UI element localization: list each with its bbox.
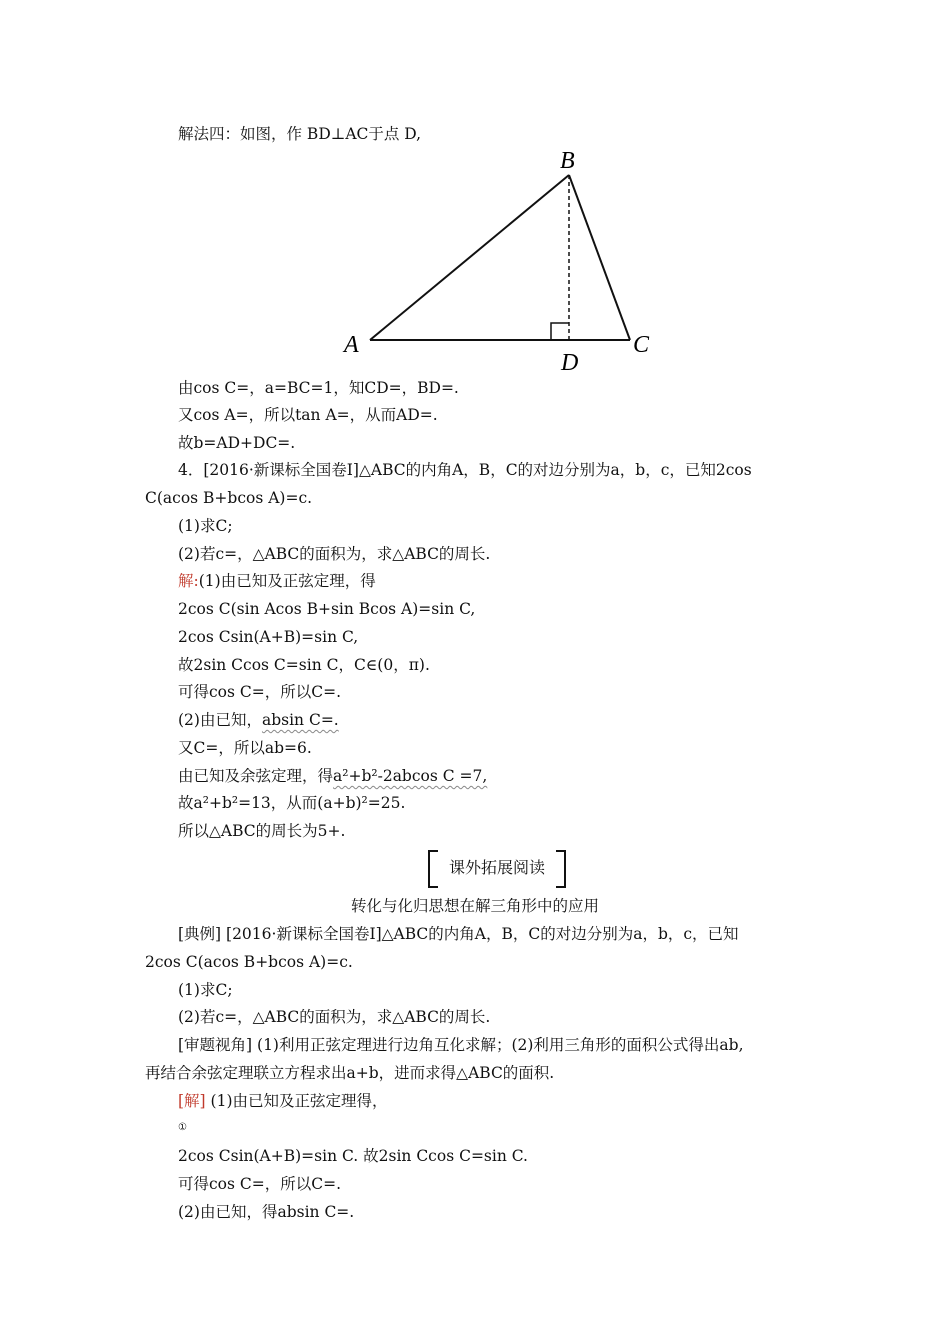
box-title: 课外拓展阅读: [448, 858, 545, 877]
label-c: C: [633, 332, 650, 358]
text-line: [178, 710, 339, 730]
analysis-line: [审题视角] (1)利用正弦定理进行边角互化求解；(2)利用三角形的面积公式得出ab,: [178, 1036, 744, 1054]
text-line: 由cos C=，a=BC=1，知CD=，BD=.: [178, 379, 459, 397]
solution-text: (1)由已知及正弦定理得，: [205, 1092, 388, 1110]
label-d: D: [561, 350, 579, 376]
section-title: 转化与化归思想在解三角形中的应用: [350, 897, 599, 915]
text-line: 又C=，所以ab=6.: [178, 739, 312, 757]
text-line: 2cos C(sin Acos B+sin Bcos A)=sin C,: [178, 600, 476, 618]
text-line: 可得cos C=，所以C=.: [178, 1175, 342, 1193]
footnote-marker: ①: [178, 1122, 187, 1133]
problem-4-line: 4．[2016·新课标全国卷Ⅰ]△ABC的内角A，B，C的对边分别为a，b，c，已知2cos: [178, 461, 752, 479]
text-line: 故b=AD+DC=.: [178, 434, 296, 452]
side-ab: [370, 175, 569, 340]
text-line: 所以△ABC的周长为5+.: [178, 822, 346, 840]
text-line: 2cos C(acos B+bcos A)=c.: [145, 953, 353, 971]
text-line: 又cos A=，所以tan A=，从而AD=.: [178, 406, 438, 424]
text-line: (2)由已知，得absin C=.: [178, 1203, 355, 1221]
text-segment: 由已知及余弦定理，得: [178, 767, 334, 785]
text-line: (2)若c=，△ABC的面积为，求△ABC的周长.: [178, 1008, 491, 1026]
text-segment: (2)由已知，: [178, 711, 262, 729]
text-line: 解法四：如图，作 BD⊥AC于点 D,: [178, 125, 422, 143]
text-line: 可得cos C=，所以C=.: [178, 683, 342, 701]
solution-line: [178, 1091, 388, 1111]
solution-text: (1)由已知及正弦定理，得: [198, 572, 376, 590]
underlined-text: absin C=.: [261, 711, 339, 729]
solution-label: 解:: [178, 572, 199, 590]
text-line: (1)求C;: [178, 981, 233, 999]
text-line: 故a²+b²=13，从而(a+b)²=25.: [178, 794, 406, 812]
right-angle-mark: [551, 323, 569, 340]
text-line: C(acos B+bcos A)=c.: [145, 489, 313, 507]
label-b: B: [560, 148, 575, 174]
text-line: 2cos Csin(A+B)=sin C,: [178, 628, 359, 646]
text-line: 再结合余弦定理联立方程求出a+b，进而求得△ABC的面积.: [145, 1064, 555, 1082]
underlined-text: a²+b²-2abcos C =7,: [333, 767, 488, 785]
solution-line: [178, 571, 376, 591]
text-line: (1)求C;: [178, 517, 233, 535]
text-line: [178, 766, 487, 786]
extension-reading-box: [428, 850, 566, 886]
text-line: 故2sin Ccos C=sin C，C∈(0，π).: [178, 656, 430, 674]
solution-label: [解]: [178, 1092, 206, 1110]
triangle-figure: [340, 148, 660, 382]
label-a: A: [344, 332, 359, 358]
side-bc: [569, 175, 630, 340]
example-line: [典例] [2016·新课标全国卷Ⅰ]△ABC的内角A，B，C的对边分别为a，b，c，已知: [178, 925, 739, 943]
text-line: 2cos Csin(A+B)=sin C. 故2sin Ccos C=sin C.: [178, 1147, 528, 1165]
triangle-diagram: [340, 148, 660, 378]
text-line: (2)若c=，△ABC的面积为，求△ABC的周长.: [178, 545, 491, 563]
